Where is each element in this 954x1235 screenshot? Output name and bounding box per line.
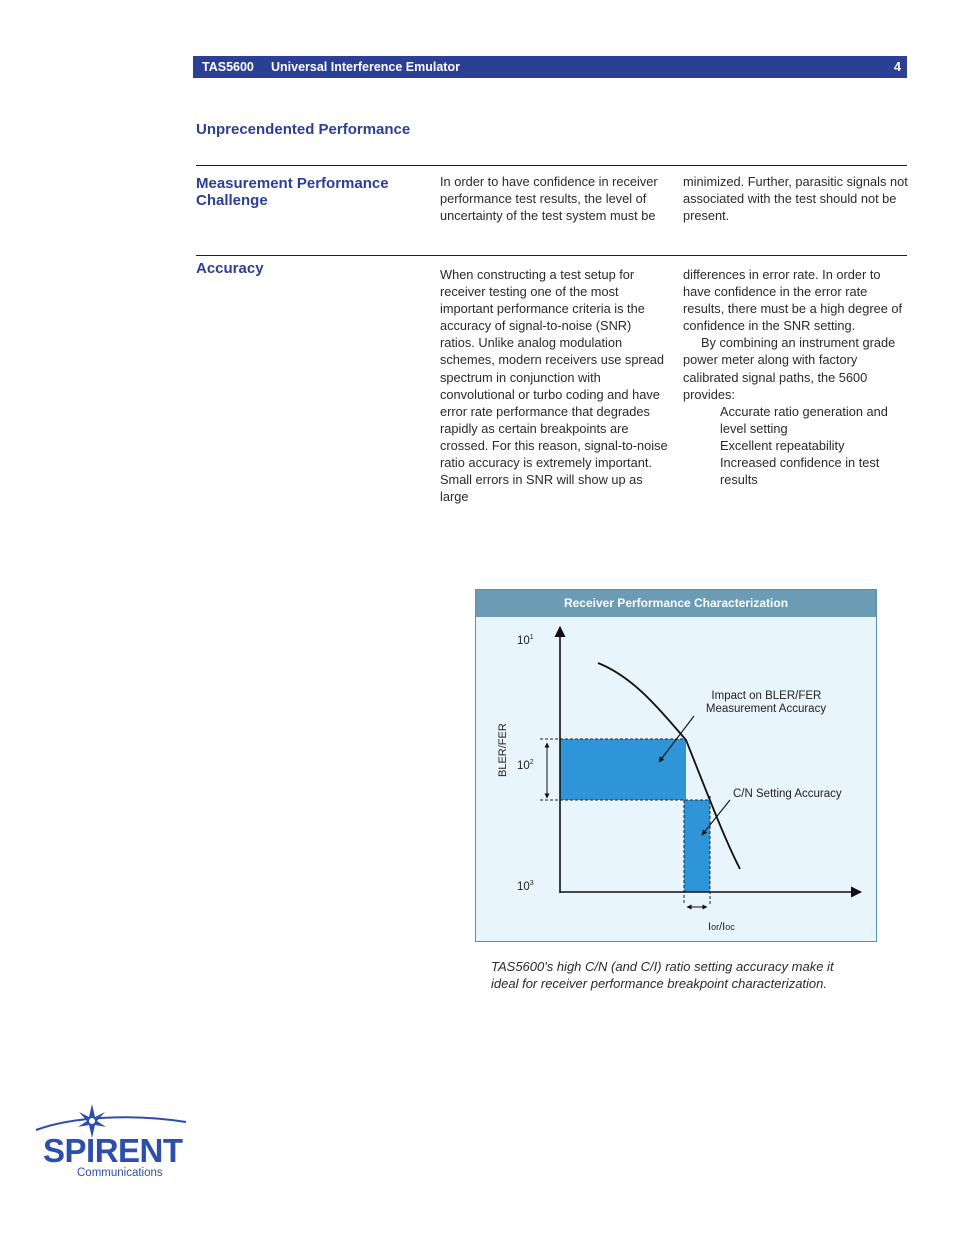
section-divider [196,165,907,166]
y-tick-label [517,759,534,772]
paragraph: In order to have confidence in receiver performance test results, the level of uncertainty of the test system must be [440,174,658,224]
logo-star-center [89,1118,95,1124]
tick-base: 10 [517,881,530,893]
y-tick-label [517,634,534,647]
heading-line: Challenge [196,192,268,209]
performance-diagram [476,590,876,941]
section-heading-accuracy: Accuracy [196,260,264,277]
accuracy-column-1 [440,266,668,505]
y-tick-label [517,880,534,893]
tick-exponent: 1 [529,634,534,641]
logo-subtitle: Communications [77,1167,163,1179]
x-axis-label: Ior/Ioc [708,921,735,933]
cn-accuracy-band [684,800,710,892]
paragraph: When constructing a test setup for receiver testing one of the most important performance criteria is the accuracy of signal-to-noise (SNR) ratios. Unlike analog modulation schemes, modern receivers use spread spectrum in conjunction with convolutional or turbo coding and have error rate performance that degrades rapidly as certain breakpoints are crossed. For this reason, signal-to-noise ratio accuracy is extremely important. Small errors in SNR will show up as large [440,267,668,505]
document-id: TAS5600 [202,60,254,74]
list-item: Increased confidence in test results [720,455,880,488]
list-item: Accurate ratio generation and level setting [720,403,888,436]
section-divider [196,255,907,256]
y-axis-label: BLER/FER [497,723,509,777]
document-title: Universal Interference Emulator [271,60,460,74]
section-heading-challenge [196,175,426,209]
figure-caption: TAS5600's high C/N (and C/I) ratio setting accuracy make it ideal for receiver performance breakpoint characterization. [491,959,834,992]
annotation-cn-accuracy: C/N Setting Accuracy [733,788,842,800]
paragraph: By combining an instrument grade power meter along with factory calibrated signal paths, the 5600 provides: [683,335,896,402]
tick-base: 10 [517,760,530,772]
accuracy-column-2 [683,266,911,488]
paragraph: differences in error rate. In order to have confidence in the error rate results, there must be a high degree of confidence in the SNR setting. [683,267,903,334]
section-heading-unprecedented: Unprecendented Performance [196,121,411,138]
header-bar [193,56,907,78]
annotation-impact: Impact on BLER/FER Measurement Accuracy [705,690,827,715]
figure-title: Receiver Performance Characterization [476,590,876,617]
figure-panel [475,589,877,942]
challenge-column-1 [440,173,668,224]
challenge-column-2 [683,173,911,224]
tick-exponent: 3 [529,880,534,887]
tick-base: 10 [517,635,530,647]
page-number: 4 [894,60,901,74]
heading-line: Measurement Performance [196,175,389,192]
logo-swoosh [36,1117,186,1130]
list-item: Excellent repeatability [720,437,845,453]
tick-exponent: 2 [529,759,534,766]
paragraph: minimized. Further, parasitic signals not associated with the test should not be present. [683,174,908,224]
logo-wordmark: SPIRENT [43,1132,183,1169]
measurement-accuracy-band [560,739,686,800]
